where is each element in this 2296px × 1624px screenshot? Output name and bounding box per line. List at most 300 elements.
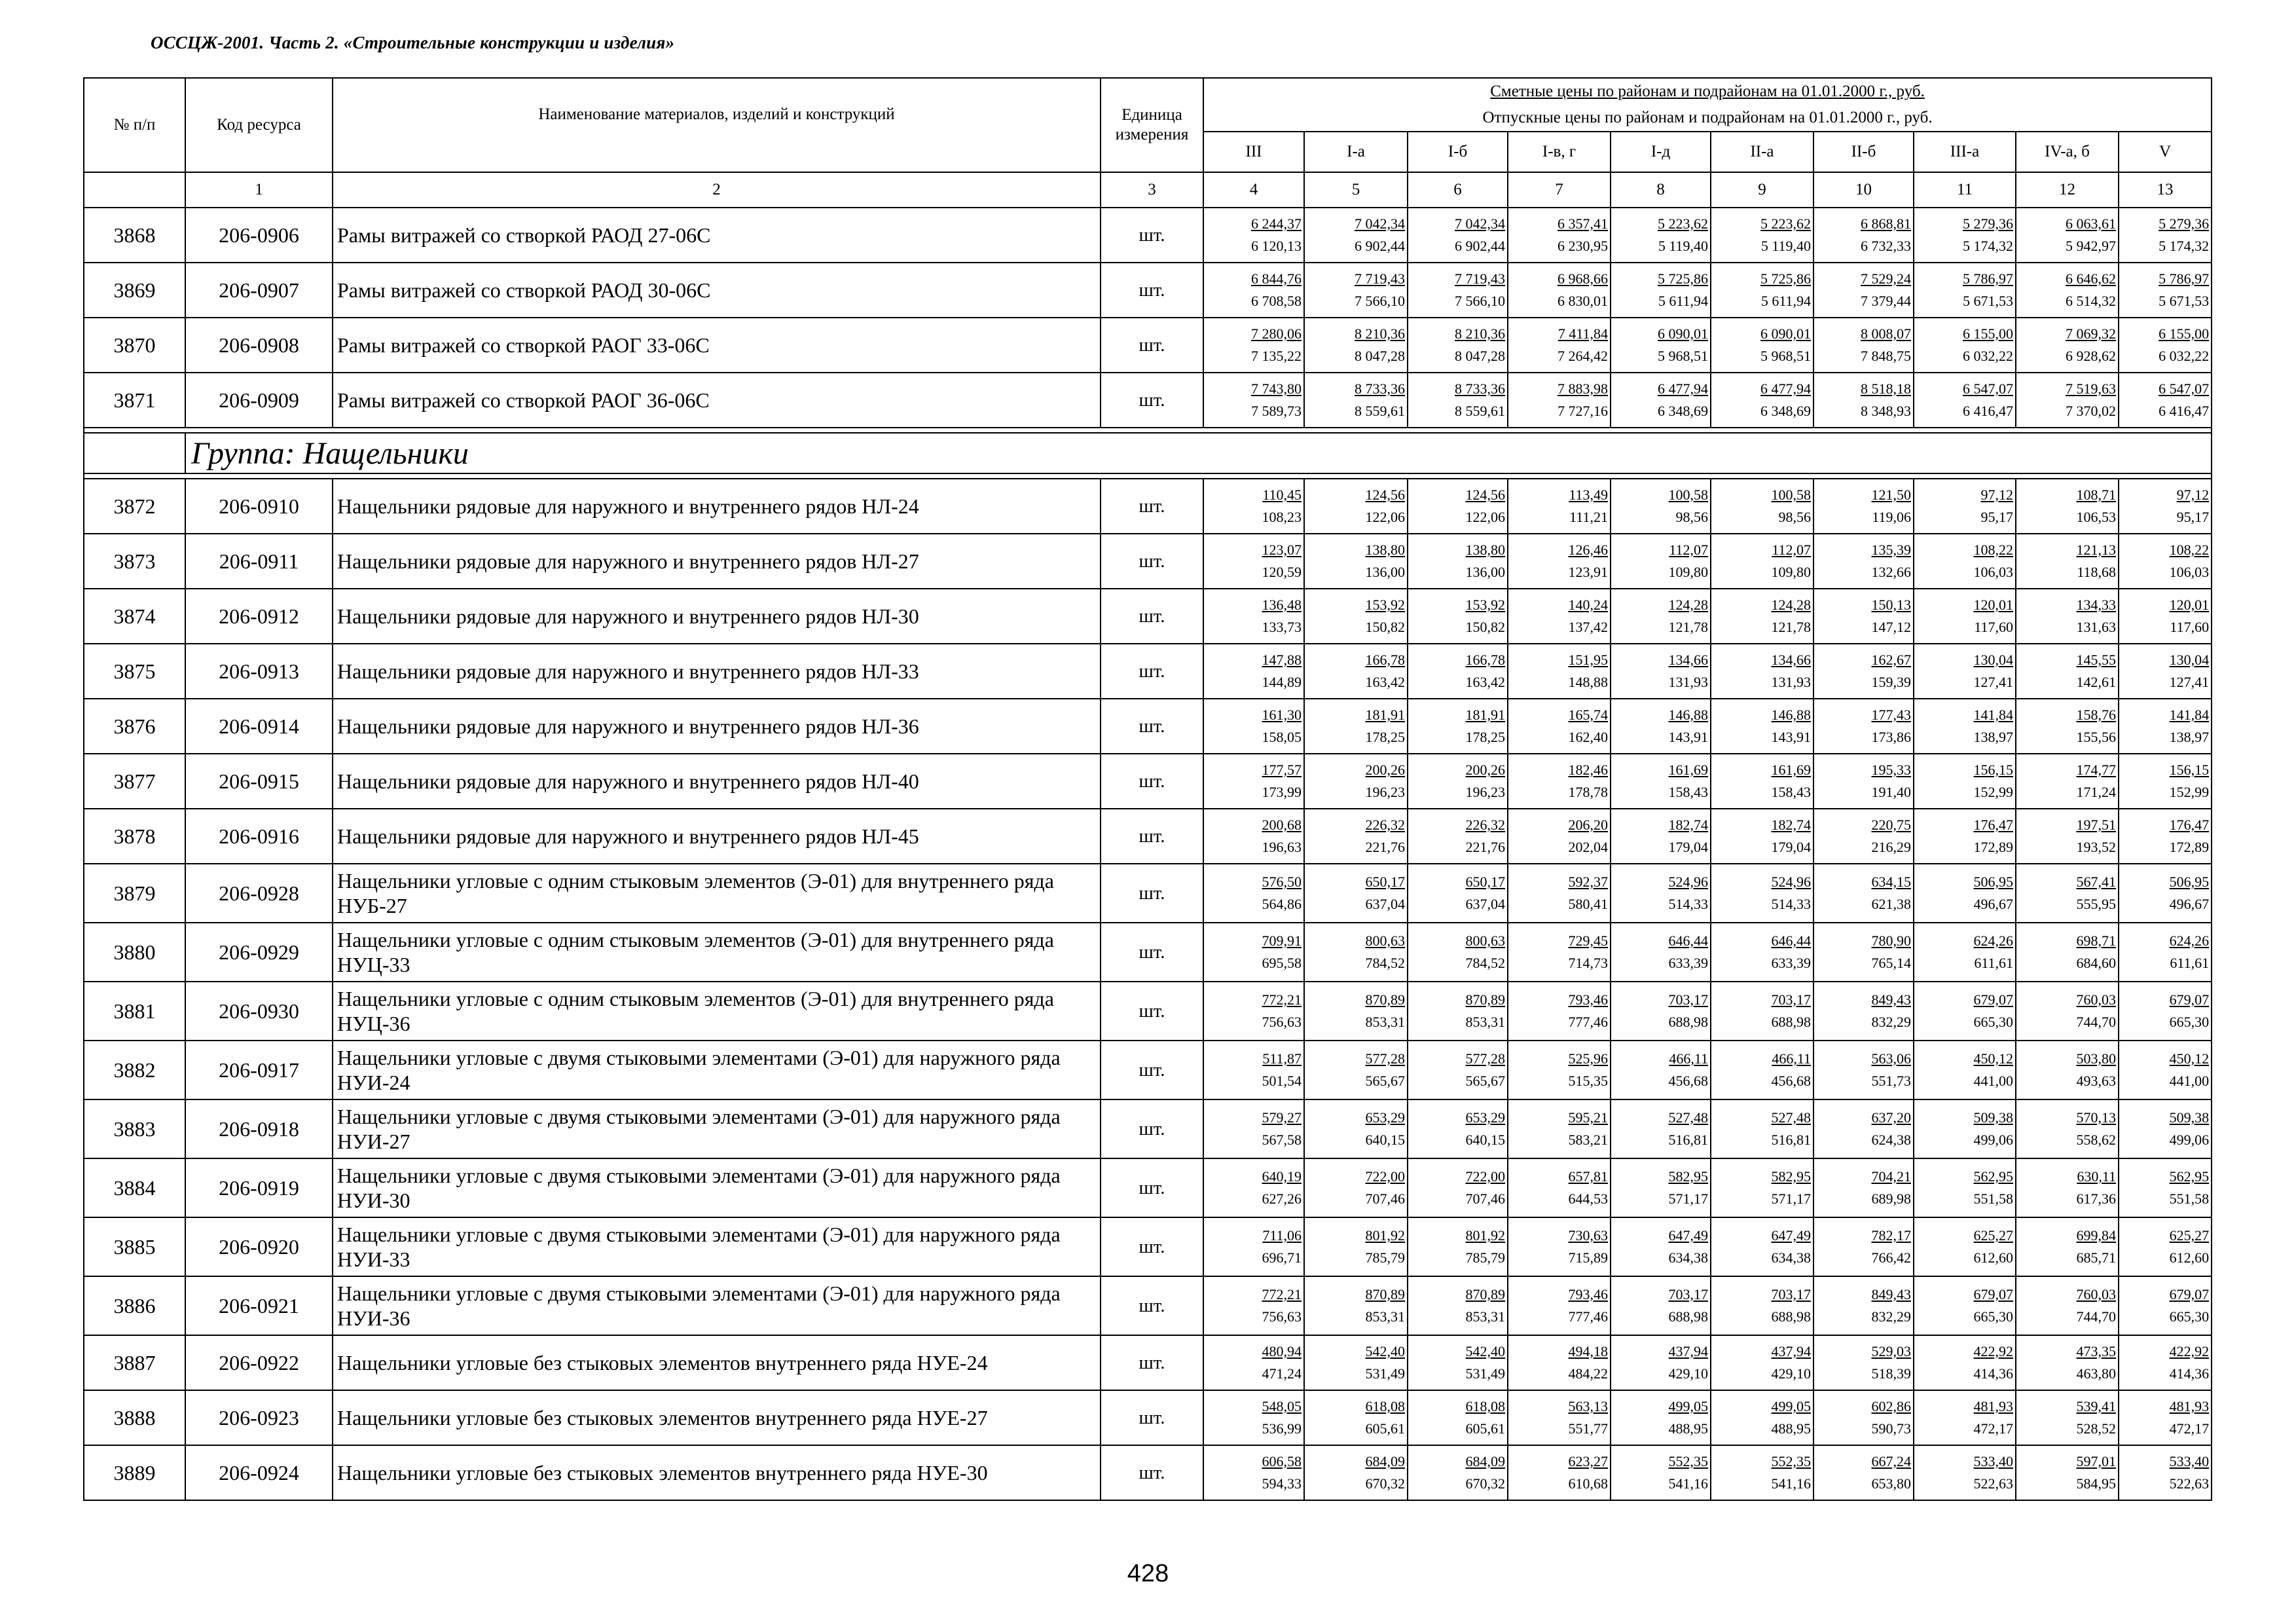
- release-price: 6 514,32: [2066, 293, 2116, 309]
- estimate-price: 511,87: [1262, 1050, 1302, 1067]
- price-cell: [1508, 699, 1611, 754]
- estimate-price: 6 968,66: [1558, 270, 1608, 287]
- estimate-price: 206,20: [1568, 817, 1608, 833]
- price-cell: [1813, 589, 1914, 644]
- estimate-price: 8 008,07: [1861, 325, 1911, 342]
- estimate-price: 123,07: [1262, 542, 1302, 558]
- estimate-price: 567,41: [2076, 874, 2116, 890]
- price-cell: [2119, 589, 2212, 644]
- release-price: 193,52: [2076, 839, 2116, 855]
- row-number: 3888: [84, 1390, 185, 1445]
- price-cell: [1813, 1217, 1914, 1276]
- price-cell: [1508, 754, 1611, 809]
- column-number: 1: [185, 172, 333, 208]
- estimate-price: 136,48: [1262, 597, 1302, 613]
- price-cell: [1508, 864, 1611, 923]
- release-price: 621,38: [1871, 896, 1911, 912]
- estimate-price: 158,76: [2076, 707, 2116, 723]
- release-price: 7 566,10: [1455, 293, 1505, 309]
- estimate-price: 602,86: [1871, 1398, 1911, 1414]
- price-cell: [1408, 534, 1508, 589]
- resource-code: 206-0908: [185, 318, 333, 373]
- price-cell: [1611, 208, 1711, 263]
- estimate-price: 539,41: [2076, 1398, 2116, 1414]
- estimate-price: 182,74: [1771, 817, 1811, 833]
- material-name: Нащельники угловые с двумя стыковыми элементами (Э-01) для наружного ряда НУИ-27: [333, 1099, 1101, 1158]
- estimate-price: 466,11: [1669, 1050, 1708, 1067]
- price-table: [83, 77, 2212, 1501]
- release-price: 496,67: [1973, 896, 2013, 912]
- estimate-price: 625,27: [1973, 1227, 2013, 1244]
- release-price: 777,46: [1568, 1014, 1608, 1030]
- release-price: 106,03: [1973, 564, 2013, 580]
- resource-code: 206-0919: [185, 1158, 333, 1217]
- release-price: 221,76: [1465, 839, 1505, 855]
- release-price: 441,00: [2169, 1073, 2210, 1089]
- estimate-price: 140,24: [1568, 597, 1608, 613]
- column-number: 3: [1101, 172, 1203, 208]
- price-cell: [1408, 318, 1508, 373]
- release-price: 571,17: [1668, 1190, 1708, 1207]
- release-price: 611,61: [1974, 955, 2013, 971]
- release-price: 555,95: [2076, 896, 2116, 912]
- price-cell: [1408, 1217, 1508, 1276]
- unit-of-measure: шт.: [1101, 589, 1203, 644]
- estimate-price: 5 223,62: [1760, 215, 1811, 232]
- estimate-price: 722,00: [1465, 1168, 1505, 1185]
- release-price: 162,40: [1568, 729, 1608, 745]
- material-name: Рамы витражей со створкой РАОГ 33-06С: [333, 318, 1101, 373]
- price-cell: [2119, 1041, 2212, 1099]
- price-cell: [1914, 1217, 2016, 1276]
- estimate-price: 162,67: [1871, 652, 1911, 668]
- price-cell: [1408, 1099, 1508, 1158]
- estimate-price: 124,28: [1668, 597, 1708, 613]
- release-price: 640,15: [1465, 1132, 1505, 1148]
- release-price: 696,71: [1262, 1249, 1302, 1266]
- price-cell: [1711, 1335, 1813, 1390]
- resource-code: 206-0924: [185, 1445, 333, 1500]
- price-cell: [1813, 208, 1914, 263]
- release-price: 95,17: [1980, 509, 2013, 525]
- price-cell: [1914, 809, 2016, 864]
- release-price: 634,38: [1771, 1249, 1811, 1266]
- estimate-price: 112,07: [1772, 542, 1811, 558]
- release-price: 163,42: [1365, 674, 1405, 690]
- price-cell: [1304, 1445, 1408, 1500]
- estimate-price: 730,63: [1568, 1227, 1608, 1244]
- release-price: 612,60: [1973, 1249, 2013, 1266]
- price-cell: [1813, 1276, 1914, 1335]
- price-cell: [1304, 534, 1408, 589]
- release-price: 109,80: [1771, 564, 1811, 580]
- release-price: 499,06: [1973, 1132, 2013, 1148]
- estimate-price: 8 733,36: [1355, 380, 1405, 397]
- price-cell: [1408, 1158, 1508, 1217]
- resource-code: 206-0928: [185, 864, 333, 923]
- estimate-price: 800,63: [1365, 932, 1405, 949]
- release-price: 493,63: [2076, 1073, 2116, 1089]
- estimate-price: 481,93: [1973, 1398, 2013, 1414]
- estimate-price: 630,11: [2077, 1168, 2116, 1185]
- price-cell: [1508, 1445, 1611, 1500]
- table-row: [84, 1445, 2212, 1500]
- price-cell: [1408, 1041, 1508, 1099]
- price-cell: [1304, 1099, 1408, 1158]
- price-cell: [1611, 644, 1711, 699]
- price-cell: [1813, 644, 1914, 699]
- price-cell: [1813, 923, 1914, 982]
- resource-code: 206-0923: [185, 1390, 333, 1445]
- price-cell: [1508, 534, 1611, 589]
- estimate-price: 533,40: [2169, 1453, 2210, 1469]
- price-cell: [2016, 1217, 2119, 1276]
- release-price: 179,04: [1668, 839, 1708, 855]
- table-row: [84, 373, 2212, 428]
- release-price: 695,58: [1262, 955, 1302, 971]
- estimate-price: 8 733,36: [1455, 380, 1505, 397]
- resource-code: 206-0929: [185, 923, 333, 982]
- material-name: Нащельники рядовые для наружного и внутреннего рядов НЛ-40: [333, 754, 1101, 809]
- estimate-price: 226,32: [1465, 817, 1505, 833]
- price-cell: [1203, 1099, 1304, 1158]
- table-row: [84, 589, 2212, 644]
- release-price: 665,30: [1973, 1014, 2013, 1030]
- price-cell: [1203, 318, 1304, 373]
- estimate-price: 595,21: [1568, 1109, 1608, 1126]
- release-price: 565,67: [1365, 1073, 1405, 1089]
- price-cell: [1203, 534, 1304, 589]
- release-price: 137,42: [1568, 619, 1608, 635]
- release-price: 131,93: [1771, 674, 1811, 690]
- price-cell: [2119, 479, 2212, 534]
- unit-of-measure: шт.: [1101, 1445, 1203, 1500]
- estimate-price: 177,43: [1871, 707, 1911, 723]
- release-price: 178,78: [1568, 784, 1608, 800]
- estimate-price: 145,55: [2076, 652, 2116, 668]
- price-cell: [1304, 1390, 1408, 1445]
- release-price: 5 611,94: [1760, 293, 1811, 309]
- row-number: 3884: [84, 1158, 185, 1217]
- release-price: 179,04: [1771, 839, 1811, 855]
- release-price: 106,03: [2169, 564, 2210, 580]
- release-price: 7 264,42: [1558, 348, 1608, 364]
- release-price: 8 559,61: [1355, 403, 1405, 419]
- estimate-price: 112,07: [1669, 542, 1708, 558]
- estimate-price: 480,94: [1262, 1343, 1302, 1359]
- price-cell: [1914, 1390, 2016, 1445]
- release-price: 111,21: [1569, 509, 1608, 525]
- price-cell: [2119, 1099, 2212, 1158]
- price-cell: [1914, 699, 2016, 754]
- estimate-price: 509,38: [2169, 1109, 2210, 1126]
- release-price: 472,17: [1973, 1420, 2013, 1437]
- material-name: Нащельники угловые с двумя стыковыми элементами (Э-01) для наружного ряда НУИ-33: [333, 1217, 1101, 1276]
- estimate-price: 6 477,94: [1658, 380, 1708, 397]
- header-region: I-д: [1611, 132, 1711, 172]
- estimate-price: 870,89: [1465, 1286, 1505, 1302]
- estimate-price: 108,22: [1973, 542, 2013, 558]
- estimate-price: 7 042,34: [1455, 215, 1505, 232]
- price-cell: [1203, 263, 1304, 318]
- release-price: 624,38: [1871, 1132, 1911, 1148]
- estimate-price: 524,96: [1771, 874, 1811, 890]
- estimate-price: 7 883,98: [1558, 380, 1608, 397]
- price-cell: [2016, 208, 2119, 263]
- estimate-price: 113,49: [1569, 487, 1608, 503]
- release-price: 5 119,40: [1760, 238, 1811, 254]
- release-price: 456,68: [1771, 1073, 1811, 1089]
- row-number: 3882: [84, 1041, 185, 1099]
- estimate-price: 437,94: [1668, 1343, 1708, 1359]
- price-cell: [1611, 1335, 1711, 1390]
- price-cell: [1813, 1390, 1914, 1445]
- resource-code: 206-0910: [185, 479, 333, 534]
- estimate-price: 506,95: [1973, 874, 2013, 890]
- estimate-price: 5 223,62: [1658, 215, 1708, 232]
- release-price: 142,61: [2076, 674, 2116, 690]
- estimate-price: 7 719,43: [1355, 270, 1405, 287]
- header-region: II-б: [1813, 132, 1914, 172]
- price-cell: [1611, 1217, 1711, 1276]
- price-cell: [2016, 1276, 2119, 1335]
- estimate-price: 200,26: [1465, 762, 1505, 778]
- release-price: 143,91: [1668, 729, 1708, 745]
- table-row: [84, 699, 2212, 754]
- estimate-price: 450,12: [2169, 1050, 2210, 1067]
- release-price: 178,25: [1465, 729, 1505, 745]
- estimate-price: 146,88: [1771, 707, 1811, 723]
- price-cell: [1611, 1445, 1711, 1500]
- estimate-price: 130,04: [2169, 652, 2210, 668]
- release-price: 117,60: [1974, 619, 2013, 635]
- price-cell: [1914, 923, 2016, 982]
- release-price: 516,81: [1771, 1132, 1811, 1148]
- header-region: I-б: [1408, 132, 1508, 172]
- estimate-price: 729,45: [1568, 932, 1608, 949]
- release-price: 633,39: [1771, 955, 1811, 971]
- price-cell: [1304, 1335, 1408, 1390]
- release-price: 178,25: [1365, 729, 1405, 745]
- release-price: 832,29: [1871, 1308, 1911, 1325]
- estimate-price: 141,84: [1973, 707, 2013, 723]
- estimate-price: 699,84: [2076, 1227, 2116, 1244]
- estimate-price: 618,08: [1365, 1398, 1405, 1414]
- table-row: [84, 1276, 2212, 1335]
- table-row: [84, 1217, 2212, 1276]
- resource-code: 206-0930: [185, 982, 333, 1041]
- release-price: 472,17: [2169, 1420, 2210, 1437]
- price-cell: [2016, 318, 2119, 373]
- price-cell: [1508, 1335, 1611, 1390]
- release-price: 108,23: [1262, 509, 1302, 525]
- price-cell: [1611, 864, 1711, 923]
- release-price: 6 732,33: [1861, 238, 1911, 254]
- estimate-price: 121,50: [1871, 487, 1911, 503]
- unit-of-measure: шт.: [1101, 1276, 1203, 1335]
- table-row: [84, 644, 2212, 699]
- estimate-price: 499,05: [1668, 1398, 1708, 1414]
- price-cell: [1711, 699, 1813, 754]
- release-price: 501,54: [1262, 1073, 1302, 1089]
- price-cell: [1304, 318, 1408, 373]
- estimate-price: 6 357,41: [1558, 215, 1608, 232]
- release-price: 216,29: [1871, 839, 1911, 855]
- estimate-price: 6 477,94: [1760, 380, 1811, 397]
- estimate-price: 679,07: [1973, 1286, 2013, 1302]
- resource-code: 206-0916: [185, 809, 333, 864]
- estimate-price: 870,89: [1365, 991, 1405, 1008]
- release-price: 484,22: [1568, 1365, 1608, 1382]
- release-price: 584,95: [2076, 1475, 2116, 1492]
- resource-code: 206-0906: [185, 208, 333, 263]
- estimate-price: 450,12: [1973, 1050, 2013, 1067]
- release-price: 583,21: [1568, 1132, 1608, 1148]
- price-cell: [2119, 754, 2212, 809]
- table-row: [84, 1099, 2212, 1158]
- release-price: 463,80: [2076, 1365, 2116, 1382]
- release-price: 163,42: [1465, 674, 1505, 690]
- group-section: [84, 428, 2212, 479]
- price-cell: [1813, 263, 1914, 318]
- material-name: Нащельники рядовые для наружного и внутреннего рядов НЛ-33: [333, 644, 1101, 699]
- price-cell: [2119, 1276, 2212, 1335]
- estimate-price: 527,48: [1668, 1109, 1708, 1126]
- price-cell: [1711, 318, 1813, 373]
- price-cell: [1611, 754, 1711, 809]
- row-number: 3869: [84, 263, 185, 318]
- estimate-price: 552,35: [1771, 1453, 1811, 1469]
- price-cell: [2016, 699, 2119, 754]
- price-cell: [2016, 534, 2119, 589]
- resource-code: 206-0914: [185, 699, 333, 754]
- price-cell: [2016, 1158, 2119, 1217]
- header-region: II-а: [1711, 132, 1813, 172]
- price-cell: [1508, 1276, 1611, 1335]
- resource-code: 206-0913: [185, 644, 333, 699]
- estimate-price: 7 280,06: [1251, 325, 1302, 342]
- estimate-price: 166,78: [1365, 652, 1405, 668]
- estimate-price: 563,06: [1871, 1050, 1911, 1067]
- estimate-price: 703,17: [1771, 991, 1811, 1008]
- price-cell: [1408, 644, 1508, 699]
- price-cell: [1408, 699, 1508, 754]
- release-price: 138,97: [2169, 729, 2210, 745]
- table-row: [84, 534, 2212, 589]
- release-price: 6 708,58: [1251, 293, 1302, 309]
- price-cell: [1304, 644, 1408, 699]
- release-price: 637,04: [1365, 896, 1405, 912]
- estimate-price: 8 210,36: [1355, 325, 1405, 342]
- table-row: [84, 1335, 2212, 1390]
- header-num: № п/п: [84, 78, 185, 172]
- price-cell: [1304, 589, 1408, 644]
- release-price: 665,30: [2169, 1308, 2210, 1325]
- estimate-price: 6 547,07: [1963, 380, 2013, 397]
- price-cell: [2119, 644, 2212, 699]
- row-number: 3880: [84, 923, 185, 982]
- price-cell: [1611, 809, 1711, 864]
- estimate-price: 793,46: [1568, 991, 1608, 1008]
- estimate-price: 110,45: [1262, 487, 1302, 503]
- price-cell: [2016, 754, 2119, 809]
- table-row: [84, 318, 2212, 373]
- price-cell: [1508, 373, 1611, 428]
- estimate-price: 579,27: [1262, 1109, 1302, 1126]
- price-cell: [1711, 982, 1813, 1041]
- release-price: 756,63: [1262, 1014, 1302, 1030]
- release-price: 7 566,10: [1355, 293, 1405, 309]
- estimate-price: 200,26: [1365, 762, 1405, 778]
- price-cell: [1914, 754, 2016, 809]
- price-cell: [1508, 263, 1611, 318]
- release-price: 551,73: [1871, 1073, 1911, 1089]
- release-price: 173,86: [1871, 729, 1911, 745]
- estimate-price: 800,63: [1465, 932, 1505, 949]
- release-price: 172,89: [2169, 839, 2210, 855]
- price-cell: [1508, 923, 1611, 982]
- price-cell: [1408, 1276, 1508, 1335]
- header-code: Код ресурса: [185, 78, 333, 172]
- release-price: 644,53: [1568, 1190, 1608, 1207]
- price-cell: [1203, 208, 1304, 263]
- estimate-price: 197,51: [2076, 817, 2116, 833]
- estimate-price: 506,95: [2169, 874, 2210, 890]
- price-cell: [1914, 373, 2016, 428]
- price-cell: [1611, 923, 1711, 982]
- unit-of-measure: шт.: [1101, 1158, 1203, 1217]
- price-cell: [1408, 864, 1508, 923]
- release-price: 515,35: [1568, 1073, 1608, 1089]
- group-title: Группа: Нащельники: [185, 433, 2212, 473]
- release-price: 138,97: [1973, 729, 2013, 745]
- release-price: 429,10: [1771, 1365, 1811, 1382]
- estimate-price: 634,15: [1871, 874, 1911, 890]
- estimate-price: 562,95: [1973, 1168, 2013, 1185]
- row-number: 3875: [84, 644, 185, 699]
- material-name: Рамы витражей со створкой РАОД 30-06С: [333, 263, 1101, 318]
- price-cell: [1203, 479, 1304, 534]
- header-region: IV-а, б: [2016, 132, 2119, 172]
- price-cell: [1813, 982, 1914, 1041]
- estimate-price: 134,66: [1771, 652, 1811, 668]
- price-cell: [1813, 699, 1914, 754]
- price-cell: [1508, 589, 1611, 644]
- header-region: I-в, г: [1508, 132, 1611, 172]
- price-cell: [2016, 1041, 2119, 1099]
- estimate-price: 7 042,34: [1355, 215, 1405, 232]
- price-cell: [1304, 1276, 1408, 1335]
- price-cell: [1203, 373, 1304, 428]
- release-price: 853,31: [1465, 1014, 1505, 1030]
- release-price: 653,80: [1871, 1475, 1911, 1492]
- release-price: 221,76: [1365, 839, 1405, 855]
- material-name: Нащельники угловые без стыковых элементов внутреннего ряда НУЕ-24: [333, 1335, 1101, 1390]
- release-price: 633,39: [1668, 955, 1708, 971]
- release-price: 551,58: [2169, 1190, 2210, 1207]
- estimate-price: 147,88: [1262, 652, 1302, 668]
- price-cell: [1408, 208, 1508, 263]
- price-cell: [2119, 373, 2212, 428]
- group-num-cell: [84, 433, 185, 473]
- price-cell: [2119, 1158, 2212, 1217]
- price-cell: [1304, 1158, 1408, 1217]
- table-row: [84, 754, 2212, 809]
- unit-of-measure: шт.: [1101, 644, 1203, 699]
- estimate-price: 870,89: [1465, 991, 1505, 1008]
- price-cell: [1711, 1445, 1813, 1500]
- estimate-price: 684,09: [1365, 1453, 1405, 1469]
